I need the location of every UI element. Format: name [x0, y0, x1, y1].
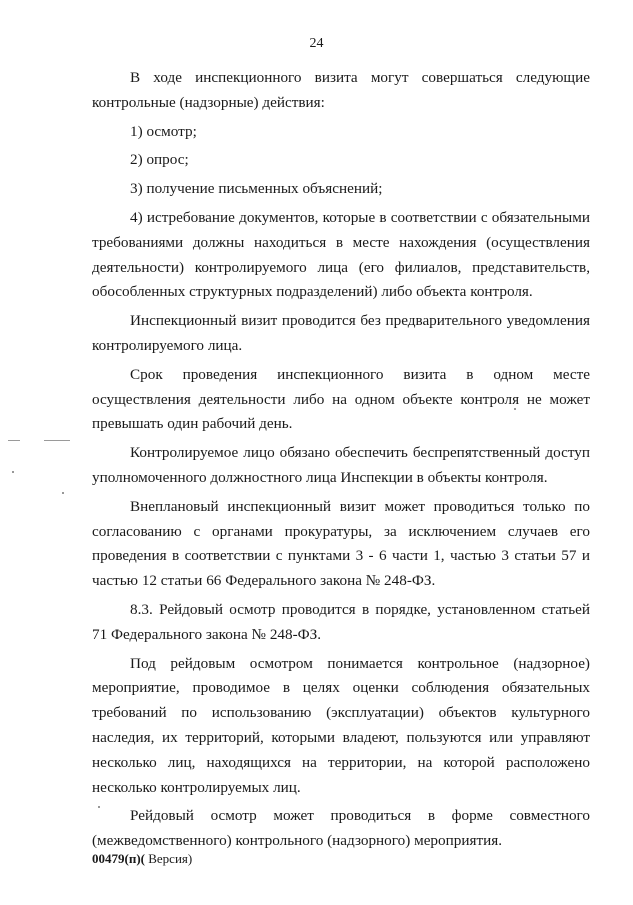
- paragraph-no-prior-notice: Инспекционный визит проводится без предварительного уведомления контролируемого лица.: [92, 312, 590, 354]
- paragraph-raid-inspection-8-3: 8.3. Рейдовый осмотр проводится в порядке, установленном статьей 71 Федерального закона № 248-ФЗ.: [92, 600, 590, 643]
- footer-document-code: 00479(п)(: [92, 851, 145, 866]
- paragraph-raid-definition: Под рейдовым осмотром понимается контрольное (надзорное) мероприятие, проводимое в целях оценки соблюдения обязательных требований по использованию (эксплуатации) объектов культурного наследия, их территорий, которыми владеют, пользуются или управляют несколько лиц, находящихся на территории, на которой расположено несколько контролируемых лиц.: [92, 654, 590, 796]
- list-item-interview: 2) опрос;: [130, 151, 189, 169]
- list-item-inspection: 1) осмотр;: [130, 122, 197, 140]
- scan-speck: [98, 806, 100, 808]
- paragraph-unscheduled-visit: Внеплановый инспекционный визит может проводиться только по согласованию с органами прокуратуры, за исключением случаев его проведения в соответствии с пунктами 3 - 6 части 1, частью 3 статьи 57 и частью 12 статьи 66 Федерального закона № 248-ФЗ.: [92, 497, 590, 590]
- document-body: [92, 66, 590, 854]
- footer-version: Версия): [144, 851, 193, 866]
- scan-speck: [514, 408, 516, 410]
- paragraph-inspection-actions: В ходе инспекционного визита могут совершаться следующие контрольные (надзорные) действия:: [92, 69, 590, 111]
- paragraph-duration: Срок проведения инспекционного визита в одном месте осуществления деятельности либо на одном объекте контроля не может превышать один рабочий день.: [92, 365, 590, 433]
- page-number: 24: [309, 36, 324, 51]
- scan-mark: [44, 440, 70, 441]
- paragraph-raid-joint-form: Рейдовый осмотр может проводиться в форме совместного (межведомственного) контрольного (надзорного) мероприятия.: [92, 807, 590, 850]
- list-item-document-request: 4) истребование документов, которые в соответствии с обязательными требованиями должны находиться в месте нахождения (осуществления деятельности) контролируемого лица (его филиалов, представительств, обособленных структурных подразделений) либо объекта контроля.: [92, 208, 590, 301]
- scan-speck: [12, 471, 14, 473]
- list-item-written-explanations: 3) получение письменных объяснений;: [130, 180, 383, 198]
- scan-mark: [8, 440, 20, 441]
- scan-speck: [62, 492, 64, 494]
- paragraph-access-obligation: Контролируемое лицо обязано обеспечить беспрепятственный доступ уполномоченного должностного лица Инспекции в объекты контроля.: [92, 444, 590, 486]
- document-footer: [92, 851, 192, 867]
